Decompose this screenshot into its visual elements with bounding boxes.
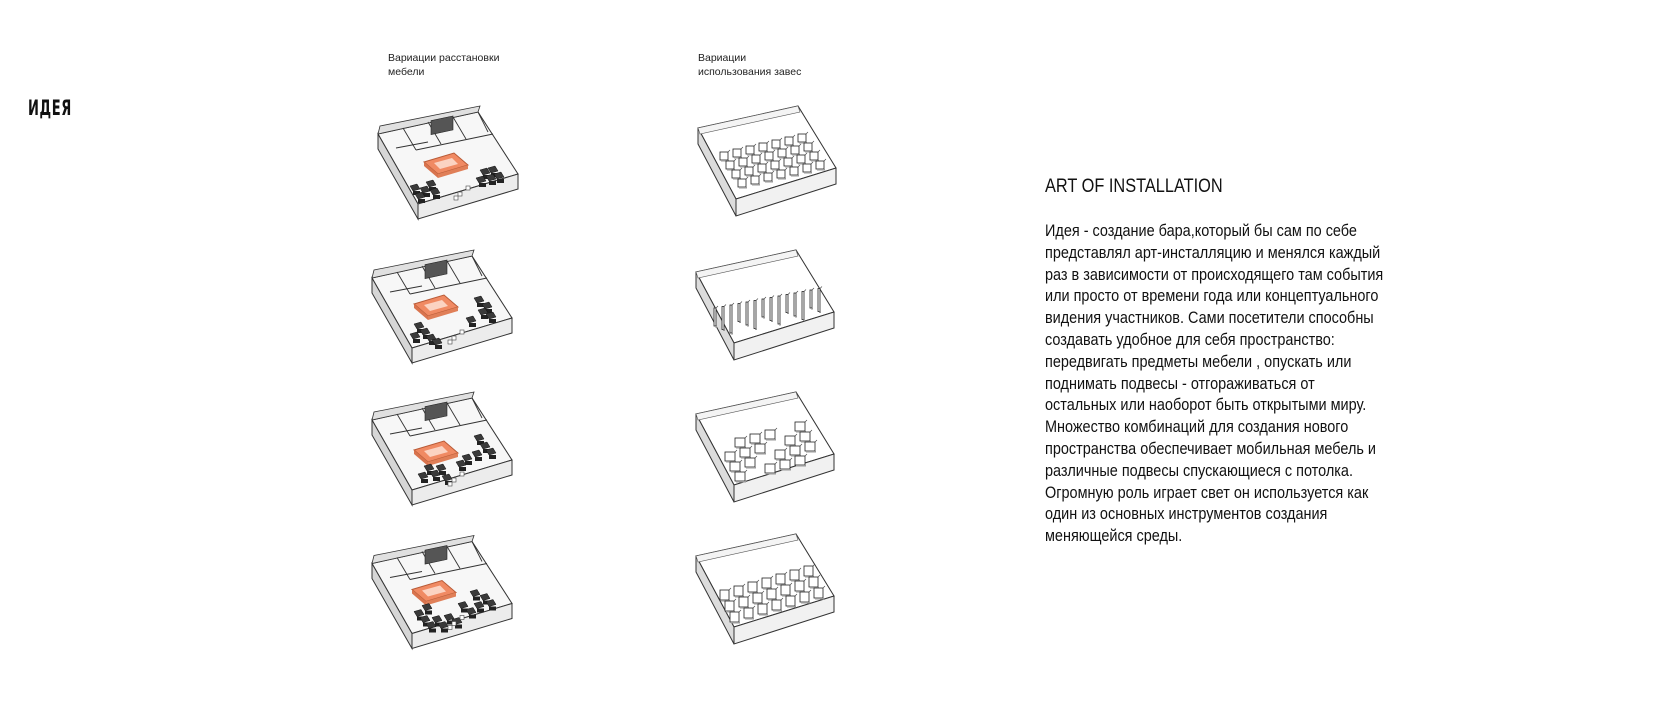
description-line: Огромную роль играет свет он используется как [1045, 482, 1369, 502]
description-line: раз в зависимости от происходящего там события [1045, 264, 1384, 284]
description-block [1045, 176, 1465, 547]
furniture-diagram-2 [362, 248, 537, 373]
description-line: видения участников. Сами посетители способны [1045, 308, 1374, 328]
curtains-label-line-2: использования завес [698, 66, 802, 78]
furniture-label-line-2: мебели [388, 66, 425, 78]
description-line: различные подвесы спускающиеся с потолка. [1045, 460, 1353, 480]
description-line: один из основных инструментов создания [1045, 504, 1328, 524]
curtains-diagram-1 [686, 104, 851, 232]
section-title: ИДЕЯ [28, 96, 72, 120]
curtains-column-label [698, 51, 848, 79]
description-line: Множество комбинаций для создания нового [1045, 417, 1349, 437]
furniture-column-label [388, 51, 538, 79]
furniture-diagram-4 [362, 532, 537, 660]
description-line: пространства обеспечивает мобильная мебель и [1045, 438, 1376, 458]
furniture-label-line-1: Вариации расстановки [388, 52, 500, 64]
description-heading: ART OF INSTALLATION [1045, 176, 1223, 197]
description-line: поднимать подвесы - отгораживаться от [1045, 373, 1315, 393]
curtains-label-line-1: Вариации [698, 52, 747, 64]
description-line: Идея - создание бара,который бы сам по себе [1045, 221, 1357, 240]
furniture-diagram-1 [368, 104, 543, 229]
description-line: остальных или наоборот быть открытыми миру. [1045, 395, 1367, 415]
description-line: передвигать предметы мебели , опускать или [1045, 351, 1352, 371]
description-line: меняющейся среды. [1045, 526, 1183, 546]
curtains-diagram-2 [684, 248, 849, 376]
description-line: или просто от времени года или концептуального [1045, 286, 1379, 306]
description-line: создавать удобное для себя пространство: [1045, 329, 1335, 349]
curtains-diagram-4 [684, 532, 849, 660]
description-paragraph [1045, 220, 1465, 547]
curtains-diagram-3 [684, 390, 849, 518]
description-line: представлял арт-инсталляцию и менялся каждый [1045, 242, 1381, 262]
furniture-diagram-3 [362, 390, 537, 515]
